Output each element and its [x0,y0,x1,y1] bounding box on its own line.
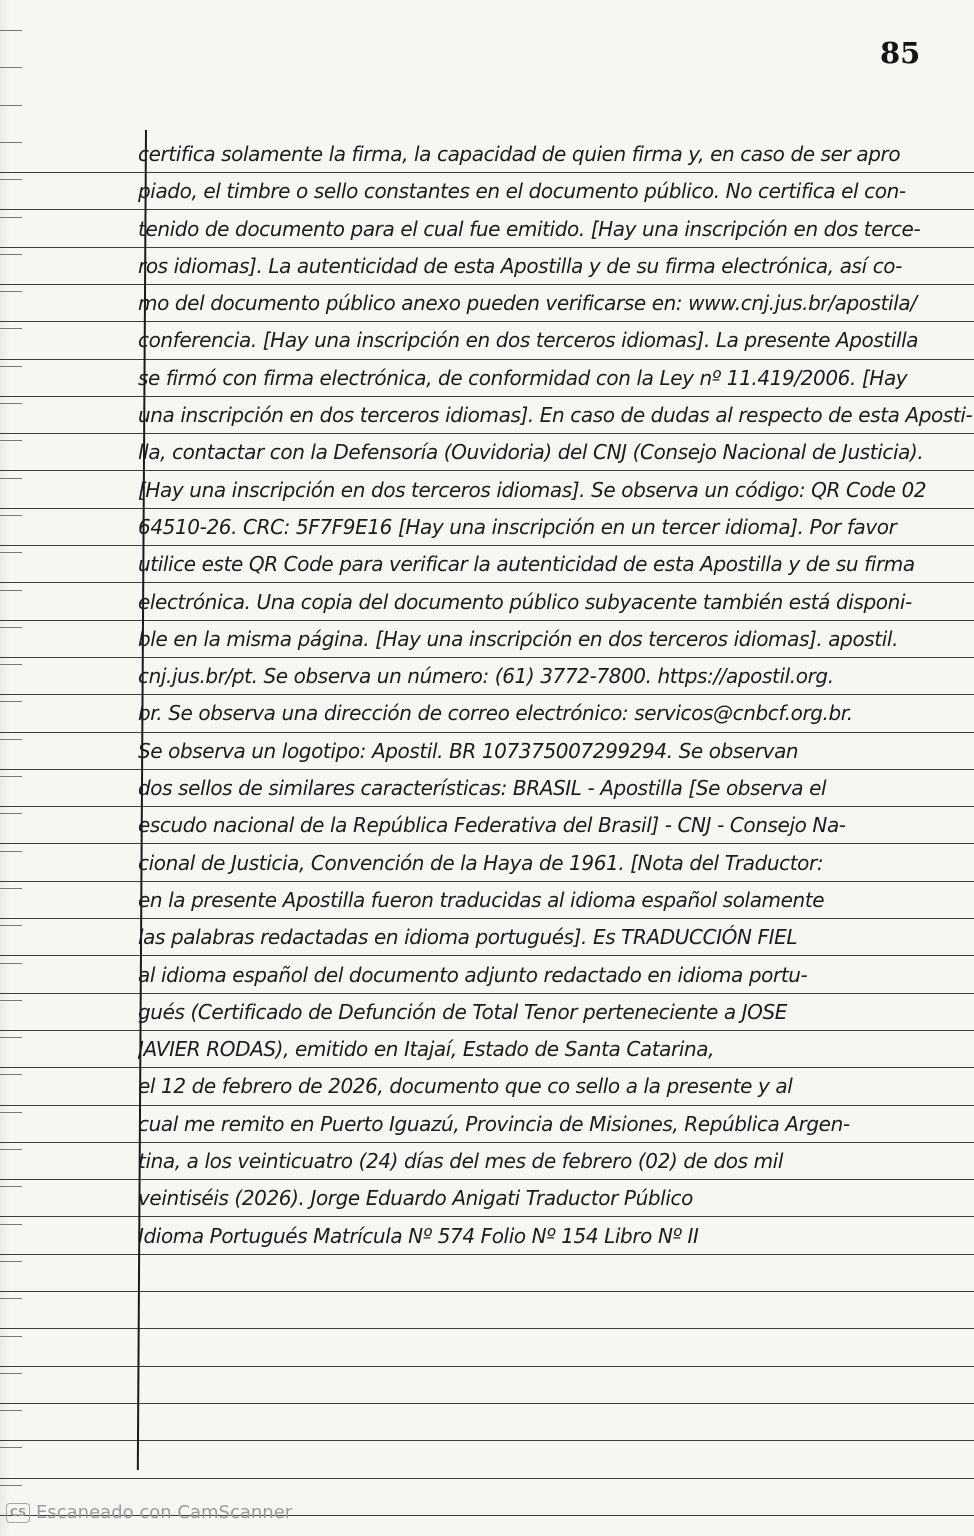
edge-tick [0,851,22,852]
text-line: tina, a los veinticuatro (24) días del mes de febrero (02) de dos mil [138,1149,783,1174]
text-line: tenido de documento para el cual fue emitido. [Hay una inscripción en dos terce- [138,216,921,241]
edge-tick [0,515,22,516]
edge-tick [0,1186,22,1187]
edge-tick [0,1149,22,1150]
text-line: cnj.jus.br/pt. Se observa un número: (61) 3772-7800. https://apostil.org. [138,664,834,689]
text-line: utilice este QR Code para verificar la autenticidad de esta Apostilla y de su firma [138,552,915,577]
edge-tick [0,30,22,31]
edge-tick [0,627,22,628]
text-line: en la presente Apostilla fueron traducidas al idioma español solamente [138,887,825,912]
text-line: gués (Certificado de Defunción de Total Tenor perteneciente a JOSE [138,999,788,1024]
edge-tick [0,254,22,255]
edge-tick [0,478,22,479]
ruled-line [0,1291,974,1292]
text-line: mo del documento público anexo pueden verificarse en: www.cnj.jus.br/apostila/ [138,291,917,316]
edge-tick [0,1261,22,1262]
camscanner-label: Escaneado con CamScanner [36,1502,293,1523]
text-line: Se observa un logotipo: Apostil. BR 107375007299294. Se observan [138,738,799,763]
edge-tick [0,179,22,180]
edge-tick [0,440,22,441]
edge-tick [0,776,22,777]
text-line: lla, contactar con la Defensoría (Ouvidoria) del CNJ (Consejo Nacional de Justicia). [138,440,924,465]
ruled-line [0,1403,974,1404]
text-line: una inscripción en dos terceros idiomas]. En caso de dudas al respecto de esta Aposti- [138,403,973,428]
ruled-line [0,1440,974,1441]
ruled-line [0,1328,974,1329]
text-line: las palabras redactadas en idioma portugués]. Es TRADUCCIÓN FIEL [138,925,798,950]
handwritten-text-block [138,136,974,1255]
text-line: conferencia. [Hay una inscripción en dos terceros idiomas]. La presente Apostilla [138,328,919,353]
text-line: cual me remito en Puerto Iguazú, Provincia de Misiones, República Argen- [138,1111,850,1136]
edge-tick [0,925,22,926]
text-line: Idioma Portugués Matrícula Nº 574 Folio Nº 154 Libro Nº II [138,1223,699,1248]
text-line: dos sellos de similares características: BRASIL - Apostilla [Se observa el [138,776,827,801]
edge-tick [0,664,22,665]
text-line: al idioma español del documento adjunto redactado en idioma portu- [138,962,808,987]
edge-tick [0,105,22,106]
edge-tick [0,888,22,889]
page-number: 85 [880,36,921,70]
camscanner-icon: CS [6,1503,30,1523]
text-line: electrónica. Una copia del documento público subyacente también está disponi- [138,589,912,614]
text-line: JAVIER RODAS), emitido en Itajaí, Estado de Santa Catarina, [138,1037,715,1062]
edge-tick [0,217,22,218]
edge-tick [0,701,22,702]
text-line: se firmó con firma electrónica, de conformidad con la Ley nº 11.419/2006. [Hay [138,365,908,390]
text-line: br. Se observa una dirección de correo electrónico: servicos@cnbcf.org.br. [138,701,853,726]
text-line: escudo nacional de la República Federativa del Brasil] - CNJ - Consejo Na- [138,813,846,838]
edge-tick [0,1112,22,1113]
text-line: el 12 de febrero de 2026, documento que co sello a la presente y al [138,1074,793,1099]
edge-tick [0,739,22,740]
text-line: 64510-26. CRC: 5F7F9E16 [Hay una inscripción en un tercer idioma]. Por favor [138,514,897,539]
edge-tick [0,142,22,143]
edge-tick [0,813,22,814]
edge-tick [0,1336,22,1337]
ruled-line [0,1366,974,1367]
text-line: certifica solamente la firma, la capacidad de quien firma y, en caso de ser apro [138,142,901,166]
edge-tick [0,328,22,329]
edge-tick [0,1373,22,1374]
edge-tick [0,963,22,964]
edge-tick [0,291,22,292]
edge-tick [0,403,22,404]
edge-tick [0,366,22,367]
edge-tick [0,1000,22,1001]
text-line: veintiséis (2026). Jorge Eduardo Anigati Traductor Público [138,1186,693,1211]
edge-tick [0,590,22,591]
ruled-line [0,1478,974,1479]
edge-tick [0,1447,22,1448]
edge-tick [0,1224,22,1225]
text-line: piado, el timbre o sello constantes en el documento público. No certifica el con- [138,179,906,204]
text-line: ros idiomas]. La autenticidad de esta Apostilla y de su firma electrónica, así co- [138,253,902,278]
text-line: ble en la misma página. [Hay una inscripción en dos terceros idiomas]. apostil. [138,626,899,651]
text-line: [Hay una inscripción en dos terceros idiomas]. Se observa un código: QR Code 02 [138,477,927,502]
edge-tick [0,1037,22,1038]
edge-tick [0,1410,22,1411]
edge-tick [0,552,22,553]
edge-tick [0,1298,22,1299]
edge-tick [0,1074,22,1075]
edge-tick [0,1485,22,1486]
text-line: cional de Justicia, Convención de la Haya de 1961. [Nota del Traductor: [138,850,824,875]
edge-tick [0,67,22,68]
camscanner-footer [6,1502,292,1523]
